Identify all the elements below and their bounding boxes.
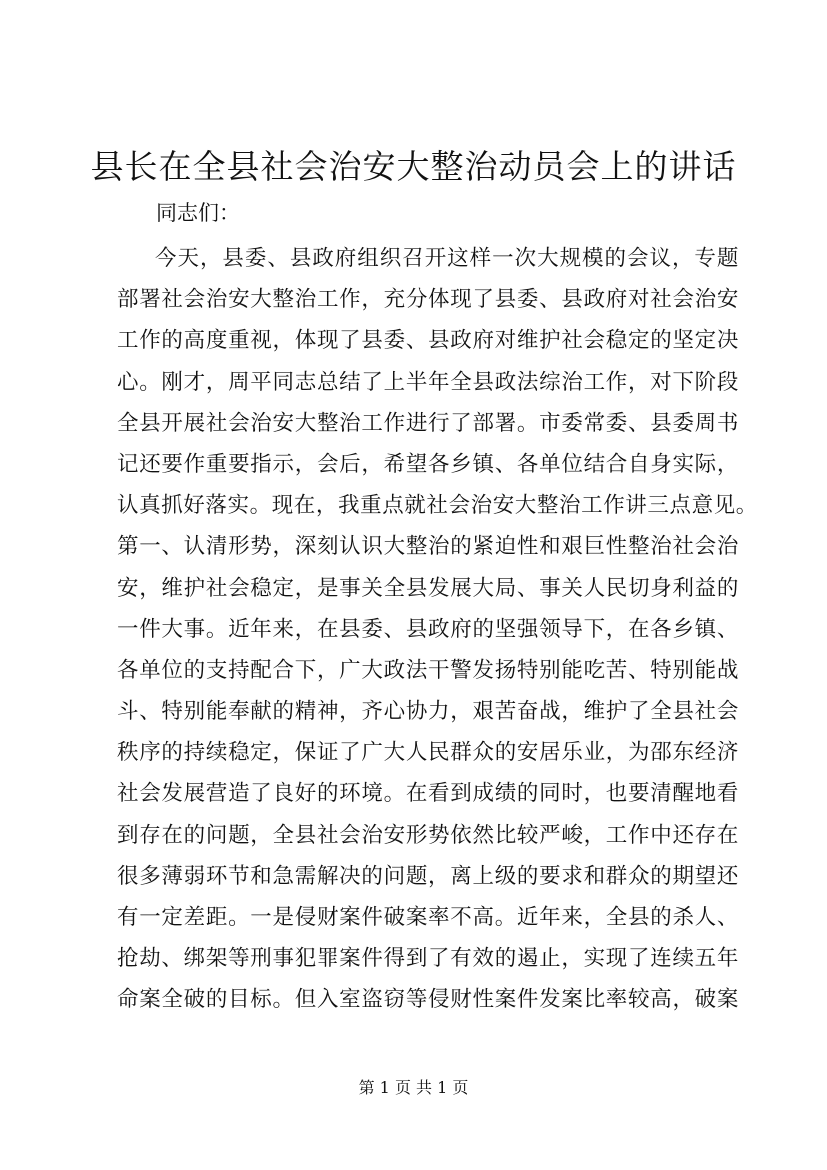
- body-line: 认真抓好落实。现在，我重点就社会治安大整治工作讲三点意见。: [117, 493, 758, 519]
- body-line: 安，维护社会稳定，是事关全县发展大局、事关人民切身利益的: [117, 575, 739, 601]
- body-line: 很多薄弱环节和急需解决的问题，离上级的要求和群众的期望还: [117, 863, 739, 889]
- body-paragraph: [117, 238, 758, 1021]
- body-line: 社会发展营造了良好的环境。在看到成绩的同时，也要清醒地看: [117, 781, 739, 807]
- body-line: 到存在的问题，全县社会治安形势依然比较严峻，工作中还存在: [117, 822, 739, 848]
- body-line: 各单位的支持配合下，广大政法干警发扬特别能吃苦、特别能战: [117, 657, 739, 683]
- body-line: 命案全破的目标。但入室盗窃等侵财性案件发案比率较高，破案: [117, 987, 739, 1013]
- page-number-footer: 第 1 页 共 1 页: [358, 1078, 469, 1097]
- body-line: 心。刚才，周平同志总结了上半年全县政法综治工作，对下阶段: [117, 369, 739, 395]
- body-line: 抢劫、绑架等刑事犯罪案件得到了有效的遏止，实现了连续五年: [117, 946, 739, 972]
- document-title: 县长在全县社会治安大整治动员会上的讲话: [90, 147, 737, 186]
- salutation: 同志们：: [156, 201, 240, 225]
- body-line: 有一定差距。一是侵财案件破案率不高。近年来，全县的杀人、: [117, 905, 739, 930]
- body-line: 第一、认清形势，深刻认识大整治的紧迫性和艰巨性整治社会治: [117, 534, 739, 560]
- body-line: 记还要作重要指示，会后，希望各乡镇、各单位结合自身实际，: [117, 451, 739, 477]
- body-line: 今天，县委、县政府组织召开这样一次大规模的会议，专题: [155, 246, 739, 271]
- body-line: 斗、特别能奉献的精神，齐心协力，艰苦奋战，维护了全县社会: [117, 699, 739, 725]
- body-line: 全县开展社会治安大整治工作进行了部署。市委常委、县委周书: [117, 410, 739, 436]
- body-line: 一件大事。近年来，在县委、县政府的坚强领导下，在各乡镇、: [117, 616, 739, 642]
- body-line: 秩序的持续稳定，保证了广大人民群众的安居乐业，为邵东经济: [117, 740, 739, 766]
- body-line: 部署社会治安大整治工作，充分体现了县委、县政府对社会治安: [117, 287, 739, 313]
- body-line: 工作的高度重视，体现了县委、县政府对维护社会稳定的坚定决: [117, 328, 739, 354]
